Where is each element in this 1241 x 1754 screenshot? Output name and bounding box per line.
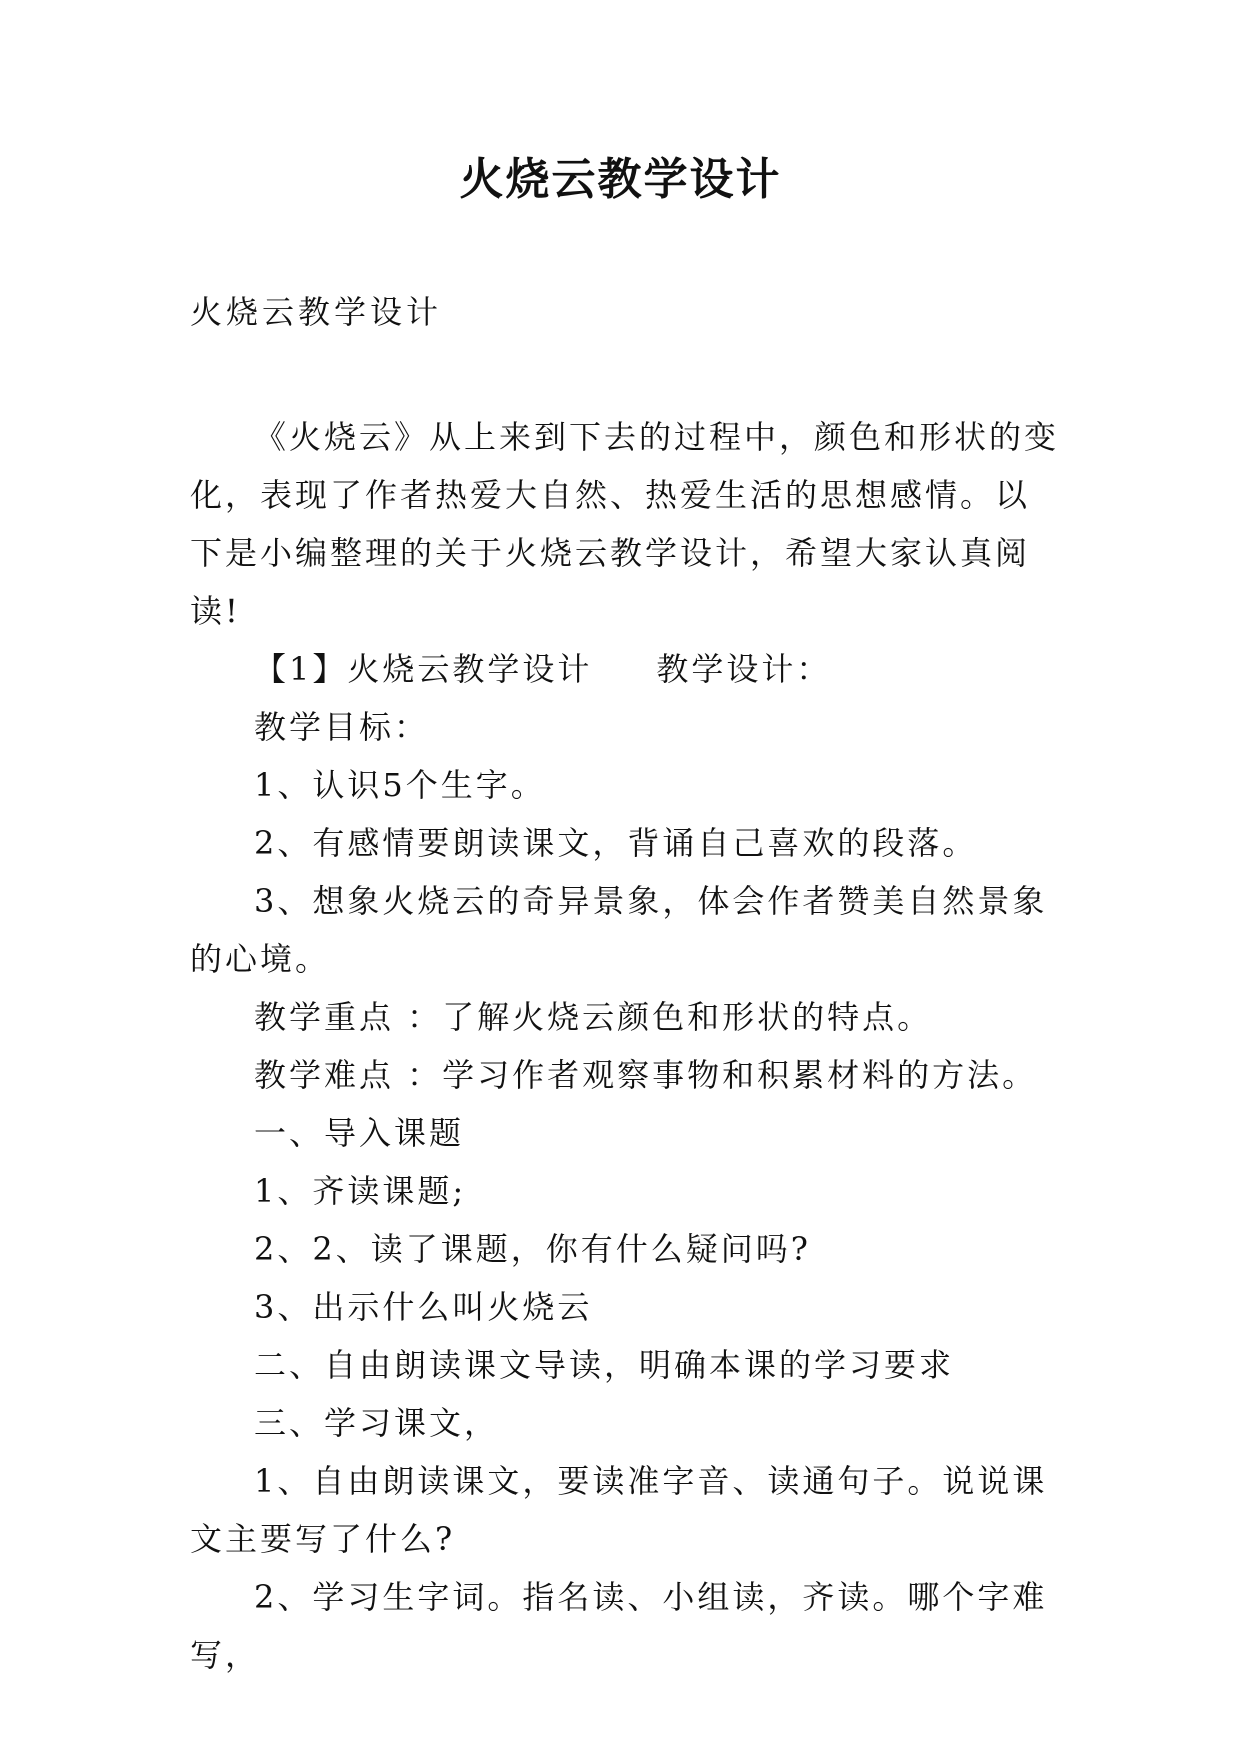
goal-item-1: 1、认识5个生字。: [254, 766, 546, 804]
step3-heading: 三、学习课文，: [254, 1404, 500, 1442]
section-heading-line: [190, 640, 1060, 698]
difficulty-point: 教学难点 ：学习作者观察事物和积累材料的方法。: [254, 1056, 1038, 1094]
goals-heading: 教学目标：: [254, 708, 430, 746]
step1-item-2: 2、2、读了课题，你有什么疑问吗?: [254, 1230, 811, 1268]
key-point: 教学重点 ：了解火烧云颜色和形状的特点。: [254, 998, 933, 1036]
step1-item-1: 1、齐读课题;: [254, 1172, 467, 1210]
document-body: [190, 408, 1060, 1684]
section-label: 教学设计：: [656, 650, 832, 688]
step2-heading: 二、自由朗读课文导读，明确本课的学习要求: [254, 1346, 955, 1384]
step1-item-3: 3、出示什么叫火烧云: [254, 1288, 593, 1326]
step3-item-2: 2、学习生字词。指名读、小组读，齐读。哪个字难写，: [190, 1578, 1048, 1674]
intro-paragraph: 《火烧云》从上来到下去的过程中，颜色和形状的变化，表现了作者热爱大自然、热爱生活的思想感情。以下是小编整理的关于火烧云教学设计，希望大家认真阅读!: [190, 418, 1060, 630]
goal-item-2: 2、有感情要朗读课文，背诵自己喜欢的段落。: [254, 824, 978, 862]
section-heading: 【1】火烧云教学设计: [254, 650, 593, 688]
step1-heading: 一、导入课题: [254, 1114, 465, 1152]
goal-item-3: 3、想象火烧云的奇异景象，体会作者赞美自然景象的心境。: [190, 882, 1048, 978]
step3-item-1: 1、自由朗读课文，要读准字音、读通句子。说说课文主要写了什么?: [190, 1462, 1048, 1558]
document-subtitle: 火烧云教学设计: [190, 293, 443, 331]
document-title: 火烧云教学设计: [459, 154, 782, 205]
